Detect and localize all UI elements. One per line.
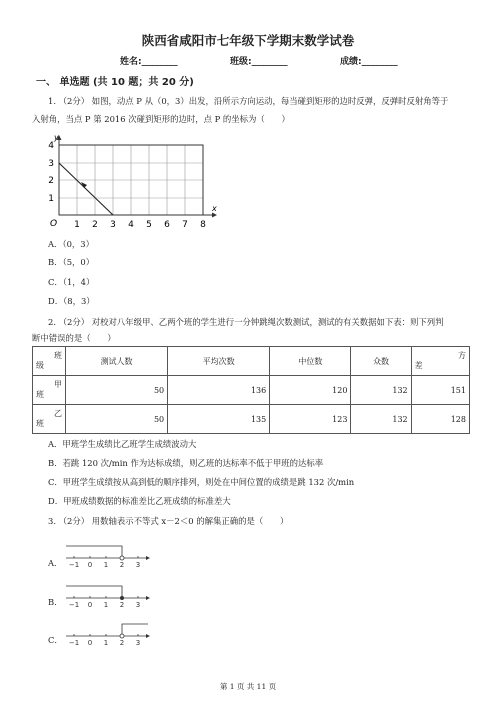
- x-tick-label: 3: [110, 220, 116, 230]
- y-tick-label: 3: [48, 159, 54, 169]
- row-label-bottom: 班: [36, 390, 44, 399]
- q2-stem-line1: 2. （2分） 对校对八年级甲、乙两个班的学生进行一分钟跳绳次数测试，测试的有关数据如下表：则下列判: [48, 317, 444, 327]
- x-axis-label: x: [212, 204, 217, 213]
- page-number-footer: 第 1 页 共 11 页: [219, 682, 277, 691]
- q3-option-b[interactable]: B．: [48, 597, 63, 607]
- table-header-cell: 中位数: [270, 347, 351, 376]
- x-tick-label: 8: [200, 220, 206, 230]
- table-cell: 120: [270, 376, 351, 405]
- x-tick-label: 1: [74, 220, 80, 230]
- row-label-top: 乙: [54, 409, 62, 418]
- name-field-label: 姓名:________: [120, 57, 178, 67]
- row-label-top: 甲: [54, 380, 62, 389]
- table-header-cell: 平均次数: [168, 347, 270, 376]
- y-tick-label: 1: [48, 194, 54, 204]
- score-field-label: 成绩:________: [340, 57, 398, 67]
- q2-option-c[interactable]: C．甲班学生成绩按从高到低的顺序排列，则处在中间位置的成绩是跳 132 次/min: [48, 477, 355, 487]
- q1-option-b[interactable]: B．（5，0）: [48, 257, 95, 267]
- variance-header-bottom: 差: [414, 361, 423, 370]
- x-tick-label: 7: [182, 220, 188, 230]
- table-cell: 151: [411, 376, 469, 405]
- table-header-cell-variance: [411, 347, 469, 376]
- corner-label-top: 班: [54, 351, 62, 360]
- q3-number-line-a: [64, 540, 154, 570]
- x-tick-label: 5: [146, 220, 152, 230]
- q2-data-table: [32, 346, 470, 434]
- y-tick-label: 2: [48, 176, 54, 186]
- y-axis-label: y: [54, 133, 59, 142]
- table-header-cell: 测试人数: [66, 347, 168, 376]
- axis-tick-label: −1: [68, 561, 80, 569]
- row-label-bottom: 班: [36, 419, 44, 428]
- axis-tick-label: −1: [68, 601, 80, 609]
- section-heading: 一、 单选题 (共 10 题；共 20 分): [36, 77, 194, 88]
- axis-tick-label: 2: [119, 639, 125, 647]
- table-cell: 136: [168, 376, 270, 405]
- axis-tick-label: 3: [135, 561, 141, 569]
- q3-stem: 3. （2分） 用数轴表示不等式 x－2＜0 的解集正确的是（ ）: [48, 516, 289, 526]
- q3-number-line-c: [64, 618, 154, 648]
- x-tick-label: 4: [128, 220, 134, 230]
- q1-option-c[interactable]: C．（1，4）: [48, 277, 95, 287]
- q3-number-line-b: [64, 580, 154, 610]
- q1-option-a[interactable]: A．（0，3）: [48, 239, 95, 249]
- class-field-label: 班级:________: [230, 57, 288, 67]
- x-tick-label: 6: [164, 220, 170, 230]
- table-cell: 128: [411, 405, 469, 434]
- q2-option-d[interactable]: D．甲班成绩数据的标准差比乙班成绩的标准差大: [48, 496, 231, 506]
- corner-label-bottom: 级: [36, 361, 44, 370]
- q2-option-b[interactable]: B．若跳 120 次/min 作为达标成绩，则乙班的达标率不低于甲班的达标率: [48, 458, 324, 468]
- axis-tick-label: 0: [87, 601, 93, 609]
- row-label-cell: [33, 376, 66, 405]
- q2-stem-line2: 断中错误的是（ ）: [32, 333, 116, 343]
- axis-tick-label: 3: [135, 601, 141, 609]
- q1-stem-line2: 入射角，当点 P 第 2016 次碰到矩形的边时，点 P 的坐标为（ ）: [32, 114, 290, 124]
- q3-option-c[interactable]: C．: [48, 635, 63, 645]
- axis-tick-label: 2: [119, 561, 125, 569]
- axis-tick-label: 0: [87, 639, 93, 647]
- q2-option-a[interactable]: A．甲班学生成绩比乙班学生成绩波动大: [48, 439, 197, 449]
- q1-coordinate-graph: [40, 132, 230, 238]
- table-cell: 50: [66, 405, 168, 434]
- table-corner-cell: [33, 347, 66, 376]
- variance-header-top: 方: [458, 351, 466, 360]
- table-cell: 123: [270, 405, 351, 434]
- x-tick-label: 2: [92, 220, 98, 230]
- table-cell: 132: [351, 405, 411, 434]
- q3-option-a[interactable]: A．: [48, 558, 63, 568]
- table-row: [33, 405, 470, 434]
- y-tick-label: 4: [48, 141, 54, 151]
- table-row: [33, 376, 470, 405]
- q1-stem-line1: 1. （2分） 如图，动点 P 从（0，3）出发，沿所示方向运动，每当碰到矩形的边时反弹，反弹时反射角等于: [48, 96, 449, 106]
- axis-tick-label: −1: [68, 639, 80, 647]
- q1-option-d[interactable]: D．（8，3）: [48, 296, 95, 306]
- table-cell: 132: [351, 376, 411, 405]
- row-label-cell: [33, 405, 66, 434]
- table-header-row: [33, 347, 470, 376]
- axis-tick-label: 1: [103, 561, 109, 569]
- origin-label: O: [50, 219, 58, 229]
- page-title: 陕西省咸阳市七年级下学期末数学试卷: [141, 33, 355, 48]
- table-cell: 135: [168, 405, 270, 434]
- axis-tick-label: 1: [103, 639, 109, 647]
- axis-tick-label: 2: [119, 601, 125, 609]
- axis-tick-label: 3: [135, 639, 141, 647]
- axis-tick-label: 1: [103, 601, 109, 609]
- table-header-cell: 众数: [351, 347, 411, 376]
- axis-tick-label: 0: [87, 561, 93, 569]
- table-cell: 50: [66, 376, 168, 405]
